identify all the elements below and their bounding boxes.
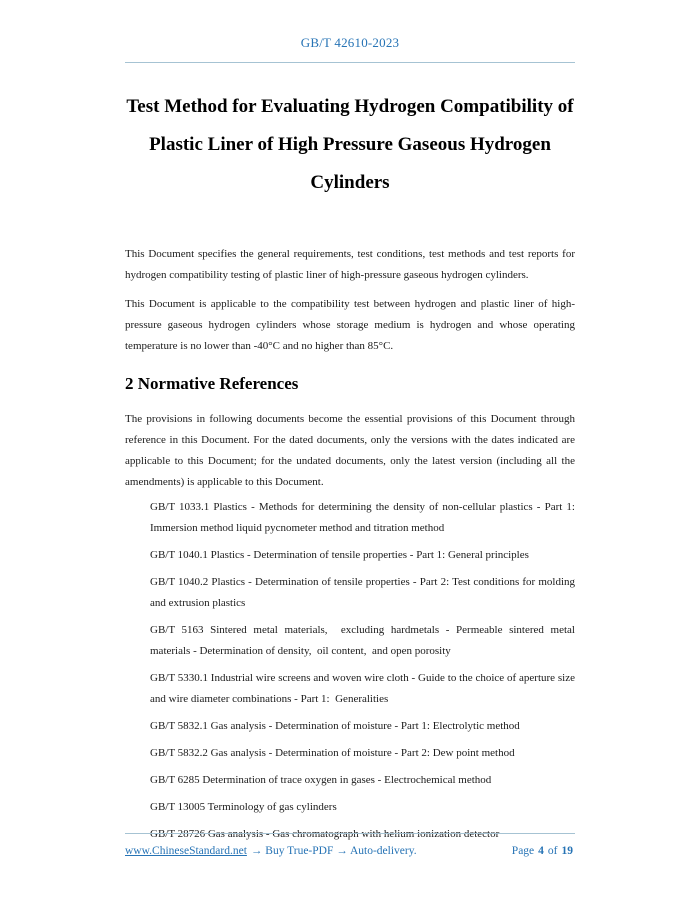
page-footer xyxy=(125,845,575,857)
reference-item: GB/T 13005 Terminology of gas cylinders xyxy=(150,801,337,813)
reference-item: GB/T 5163 Sintered metal materials, excluding hardmetals - Permeable sintered metal materials - Determination of density, oil content, and open porosity xyxy=(150,624,575,657)
section-heading-normative-references: 2 Normative References xyxy=(125,374,299,393)
document-title xyxy=(125,88,575,202)
document-title-line-1: Test Method for Evaluating Hydrogen Compatibility of xyxy=(126,96,574,117)
footer-left xyxy=(125,845,417,857)
reference-item: GB/T 5330.1 Industrial wire screens and woven wire cloth - Guide to the choice of aperture size and wire diameter combinations - Part 1: Generalities xyxy=(150,672,575,705)
page-content xyxy=(125,0,575,851)
scope-paragraph-1: This Document specifies the general requirements, test conditions, test methods and test reports for hydrogen compatibility testing of plastic liner of high-pressure gaseous hydrogen cylinders. xyxy=(125,248,575,281)
page-of-word: of xyxy=(547,845,558,857)
normative-intro-paragraph: The provisions in following documents become the essential provisions of this Document through reference in this Document. For the dated documents, only the versions with the dates indicated are applicable to this Document; for the undated documents, only the latest version (including all the amendments) is applicable to this Document. xyxy=(125,413,575,488)
page-total: 19 xyxy=(561,845,573,857)
reference-item: GB/T 1040.1 Plastics - Determination of tensile properties - Part 1: General principles xyxy=(150,549,529,561)
reference-item: GB/T 5832.1 Gas analysis - Determination of moisture - Part 1: Electrolytic method xyxy=(150,720,520,732)
reference-item: GB/T 1040.2 Plastics - Determination of tensile properties - Part 2: Test conditions for molding and extrusion plastics xyxy=(150,576,575,609)
scope-paragraph-2: This Document is applicable to the compatibility test between hydrogen and plastic liner of high-pressure gaseous hydrogen cylinders whose storage medium is hydrogen and whose operating temperature is no lower than -40°C and no higher than 85°C. xyxy=(125,298,575,352)
website-link[interactable]: www.ChineseStandard.net xyxy=(125,845,247,857)
reference-item: GB/T 6285 Determination of trace oxygen in gases - Electrochemical method xyxy=(150,774,492,786)
page-indicator xyxy=(510,845,575,857)
reference-item: GB/T 1033.1 Plastics - Methods for determining the density of non-cellular plastics - Part 1: Immersion method liquid pycnometer method and titration method xyxy=(150,501,575,534)
document-title-line-2: Plastic Liner of High Pressure Gaseous Hydrogen Cylinders xyxy=(149,134,551,193)
footer-tagline: → Buy True-PDF → Auto-delivery. xyxy=(250,845,417,857)
header-standard-number: GB/T 42610-2023 xyxy=(300,35,400,50)
reference-list xyxy=(125,497,575,845)
page-current: 4 xyxy=(538,845,544,857)
footer-divider xyxy=(125,833,575,834)
page-word: Page xyxy=(511,845,535,857)
reference-item: GB/T 5832.2 Gas analysis - Determination of moisture - Part 2: Dew point method xyxy=(150,747,515,759)
reference-item: GB/T 28726 Gas analysis - Gas chromatograph with helium ionization detector xyxy=(150,828,500,840)
